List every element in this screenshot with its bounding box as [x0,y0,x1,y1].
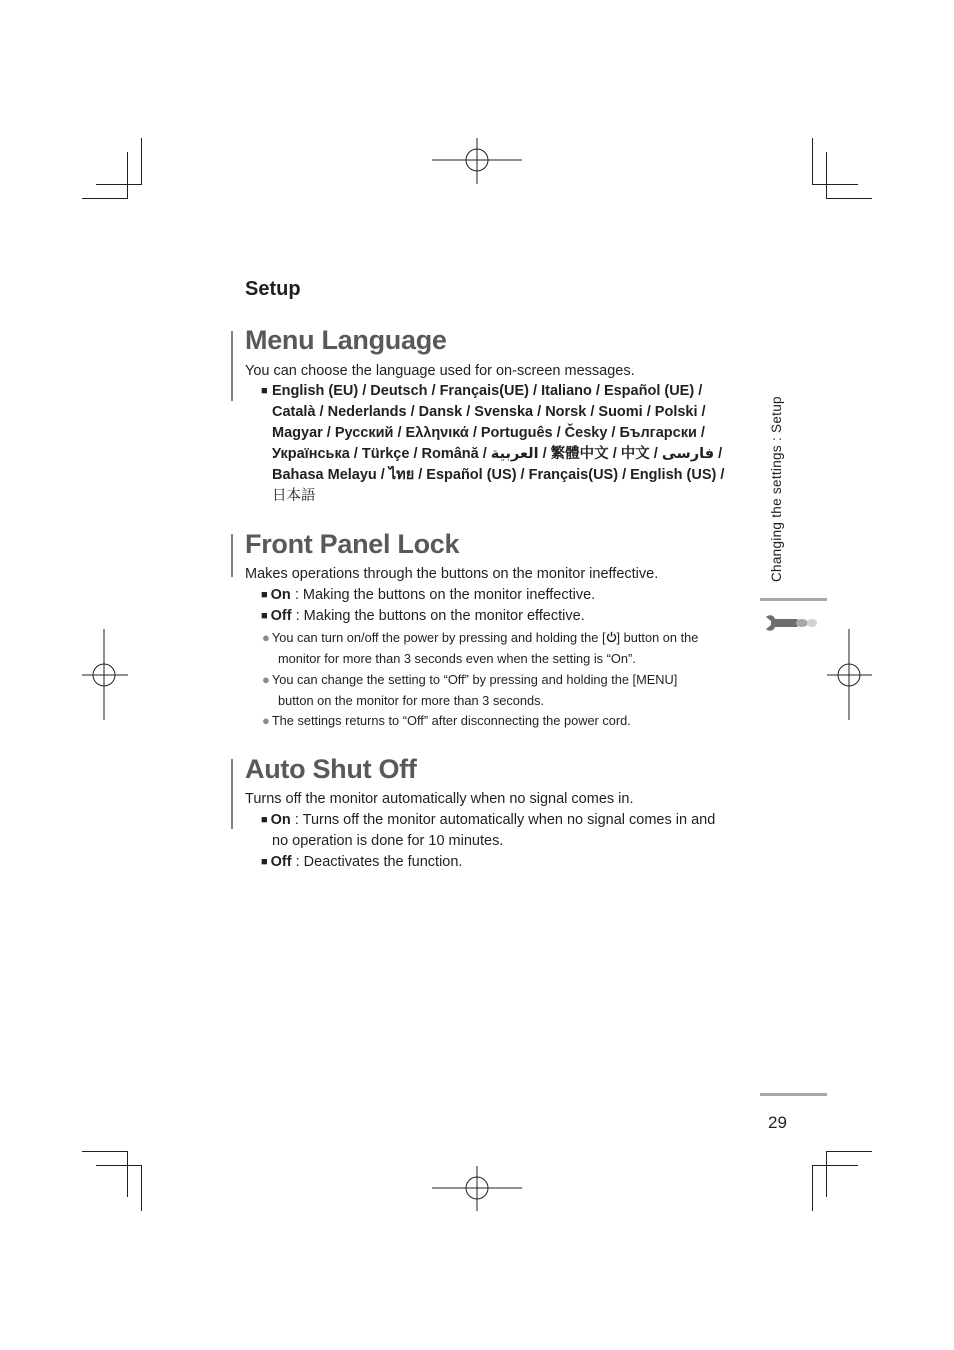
language-line: Magyar / Русский / Ελληνικά / Português / Česky / Български / [272,425,705,441]
note-text: You can change the setting to “Off” by pressing and holding the [MENU] [271,672,678,687]
side-rule [760,598,827,601]
front-panel-lock-title: Front Panel Lock [245,529,460,559]
option-on [261,585,741,606]
section-bar [231,331,233,401]
note [262,711,744,732]
auto-shut-off-title: Auto Shut Off [245,754,417,784]
option-label: Off [270,608,292,624]
wrench-icon [764,613,820,633]
circle-bullet-icon: ● [262,630,270,645]
note [262,670,744,711]
option-label: On [270,587,291,603]
option-description: : Making the buttons on the monitor effective. [291,608,585,624]
language-list [261,381,731,504]
option-label: Off [270,854,292,870]
language-line: Bahasa Melayu / ไทย / Español (US) / Français(US) / English (US) / [272,467,725,483]
language-line: 日本語 [272,488,316,504]
square-bullet-icon: ■ [261,385,268,397]
option-off [261,852,741,873]
language-line: Українська / Türkçe / Română / العربية / 繁體中文 / 中文 / فارسی / [272,446,723,462]
front-panel-lock-intro: Makes operations through the buttons on the monitor ineffective. [245,566,659,582]
square-bullet-icon: ■ [261,589,268,601]
chapter-side-label: Changing the settings : Setup [769,396,784,582]
language-line: English (EU) / Deutsch / Français(UE) / Italiano / Español (UE) / [272,383,703,399]
option-description: : Deactivates the function. [291,854,463,870]
square-bullet-icon: ■ [261,856,268,868]
page-number: 29 [768,1113,787,1132]
note-text: You can turn on/off the power by pressing and holding the [ [271,630,606,645]
note-text: ] button on the [616,630,699,645]
note-text: The settings returns to “Off” after disconnecting the power cord. [271,713,631,728]
option-off [261,606,741,627]
page-section-title: Setup [245,278,301,300]
menu-language-intro: You can choose the language used for on-screen messages. [245,363,635,379]
circle-bullet-icon: ● [262,672,270,687]
note-text: button on the monitor for more than 3 seconds. [278,692,545,708]
option-label: On [270,812,291,828]
section-bar [231,759,233,829]
menu-language-title: Menu Language [245,325,447,355]
option-description: : Making the buttons on the monitor ineffective. [290,587,596,603]
option-on [261,810,741,852]
circle-bullet-icon: ● [262,713,270,728]
auto-shut-off-intro: Turns off the monitor automatically when no signal comes in. [245,791,634,807]
language-line: Català / Nederlands / Dansk / Svenska / Norsk / Suomi / Polski / [272,404,706,420]
square-bullet-icon: ■ [261,610,268,622]
square-bullet-icon: ■ [261,814,268,826]
note [262,628,744,669]
option-description: no operation is done for 10 minutes. [272,833,504,849]
footer-rule [760,1093,827,1096]
option-description: : Turns off the monitor automatically when no signal comes in and [290,812,716,828]
power-icon [606,631,617,643]
section-bar [231,534,233,577]
note-text: monitor for more than 3 seconds even when the setting is “On”. [278,650,636,666]
